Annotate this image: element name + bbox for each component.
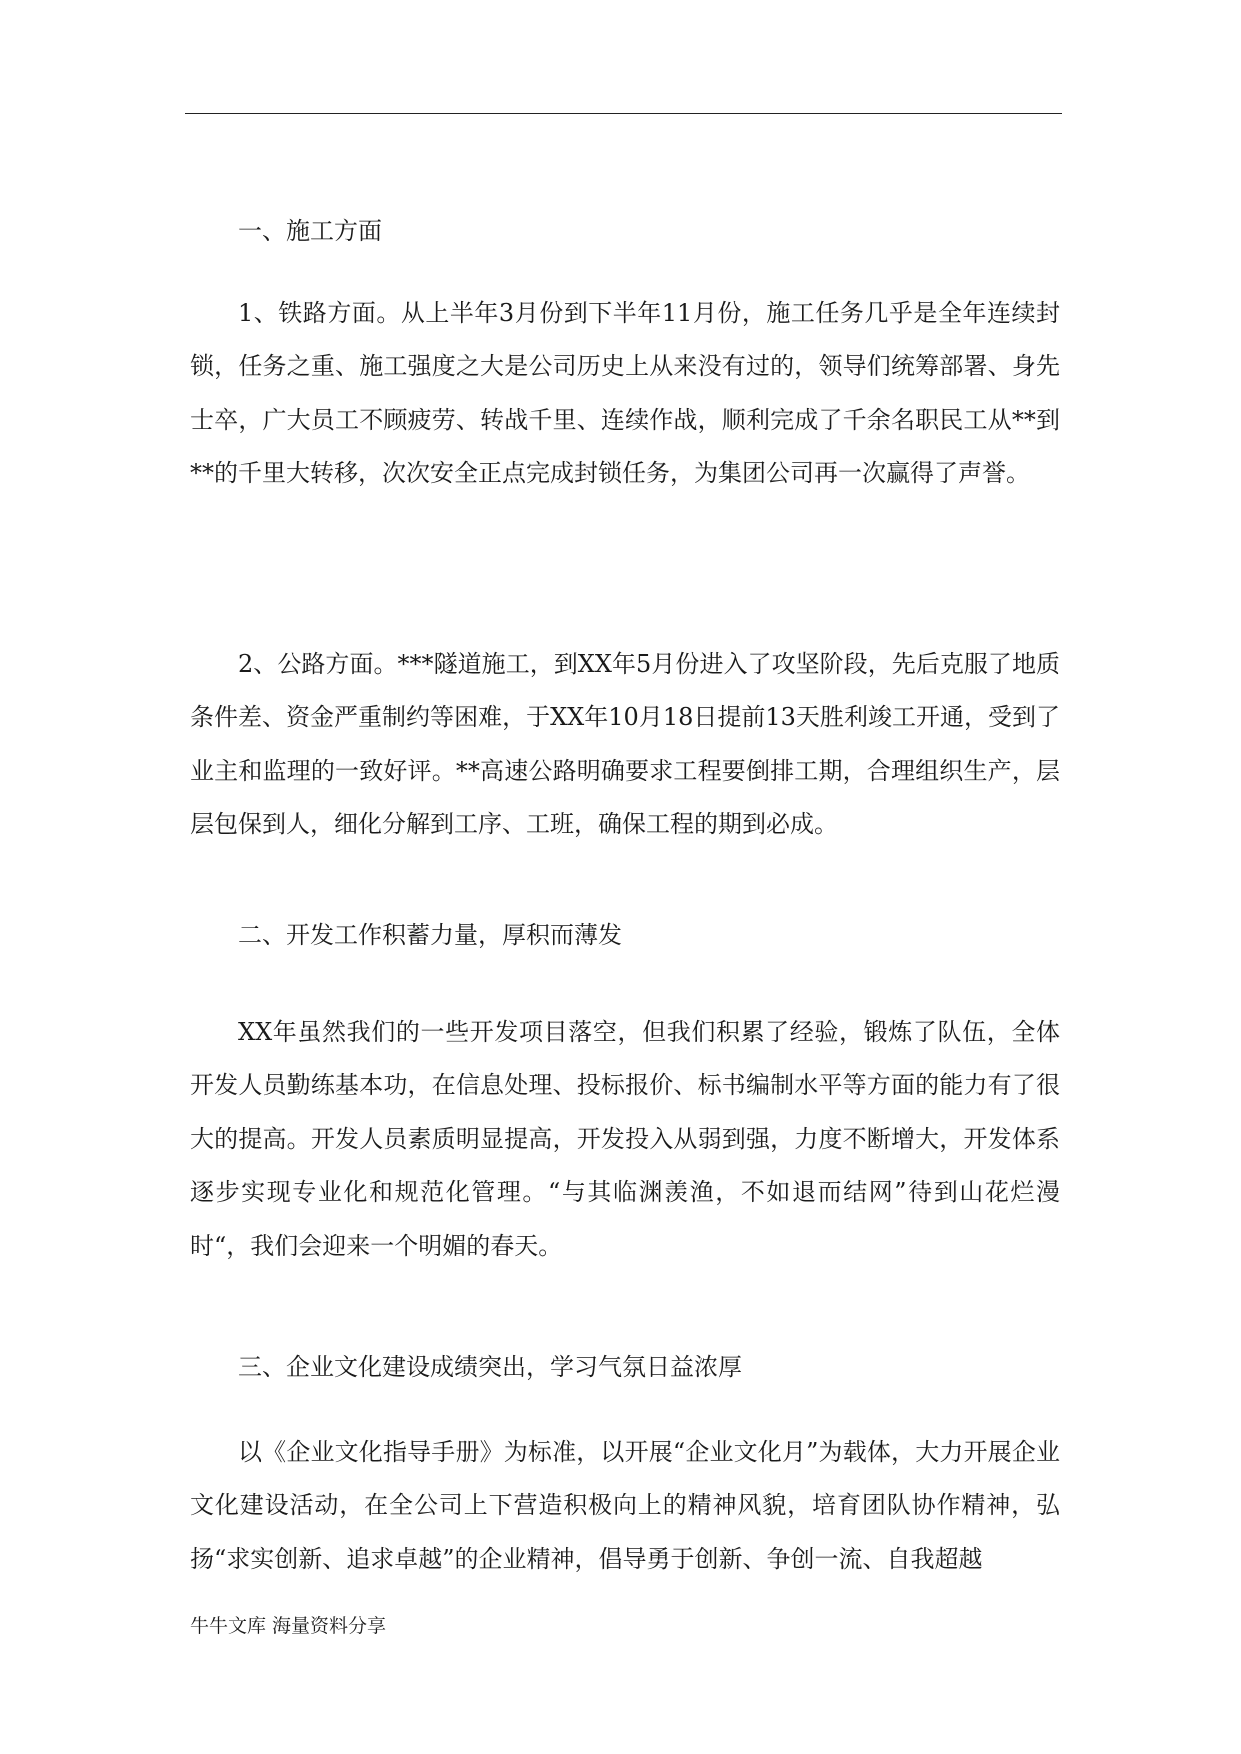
header-rule [185,113,1062,114]
section-heading-1: 一、施工方面 [238,217,382,245]
section-heading-2: 二、开发工作积蓄力量，厚积而薄发 [238,921,622,949]
footer-text: 牛牛文库 海量资料分享 [190,1615,387,1637]
section-heading-3: 三、企业文化建设成绩突出，学习气氛日益浓厚 [238,1353,742,1381]
paragraph-culture: 以《企业文化指导手册》为标准，以开展“企业文化月”为载体，大力开展企业文化建设活动，在全公司上下营造积极向上的精神风貌，培育团队协作精神，弘扬“求实创新、追求卓越”的企业精神，倡导勇于创新、争创一流、自我超越 [190,1438,1060,1573]
paragraph-highway: 2、公路方面。***隧道施工，到XX年5月份进入了攻坚阶段，先后克服了地质条件差、资金严重制约等困难，于XX年10月18日提前13天胜利竣工开通，受到了业主和监理的一致好评。**高速公路明确要求工程要倒排工期，合理组织生产，层层包保到人，细化分解到工序、工班，确保工程的期到必成。 [190,650,1060,839]
paragraph-railway: 1、铁路方面。从上半年3月份到下半年11月份，施工任务几乎是全年连续封锁，任务之重、施工强度之大是公司历史上从来没有过的，领导们统筹部署、身先士卒，广大员工不顾疲劳、转战千里、连续作战，顺利完成了千余名职民工从**到**的千里大转移，次次安全正点完成封锁任务，为集团公司再一次赢得了声誉。 [190,299,1060,488]
paragraph-development: XX年虽然我们的一些开发项目落空，但我们积累了经验，锻炼了队伍，全体开发人员勤练基本功，在信息处理、投标报价、标书编制水平等方面的能力有了很大的提高。开发人员素质明显提高，开发投入从弱到强，力度不断增大，开发体系逐步实现专业化和规范化管理。“与其临渊羡渔，不如退而结网”待到山花烂漫时“，我们会迎来一个明媚的春天。 [190,1018,1060,1260]
